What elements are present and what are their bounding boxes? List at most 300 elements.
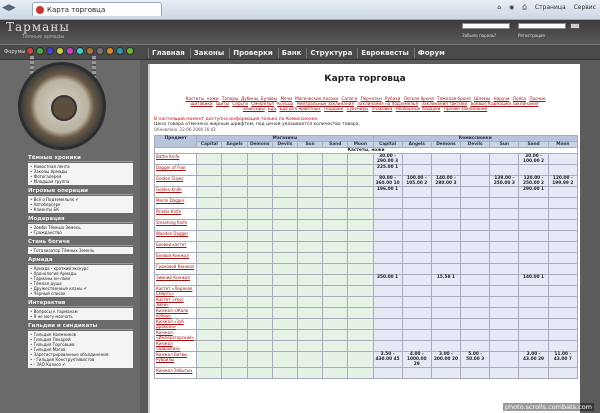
shops-group-header: Магазины: [197, 136, 373, 142]
commission-value: 120.00 - 199.99 2: [552, 176, 574, 186]
sidebar-section-title: Игровые операции: [28, 188, 133, 195]
shop-cell: [272, 319, 297, 330]
watermark: photo.scrolls.combats.com: [504, 403, 592, 411]
item-link[interactable]: Громовой Кинжал: [155, 264, 197, 275]
commission-cell: [548, 264, 577, 275]
sidebar-item[interactable]: • Тарманы он-лайн: [30, 276, 131, 281]
shop-cell: [247, 319, 272, 330]
shop-cell: [222, 352, 247, 368]
commission-cell: [461, 341, 490, 352]
shop-cell: [247, 341, 272, 352]
item-link[interactable]: Зимний Кинжал: [155, 275, 197, 286]
table-row: [155, 231, 578, 242]
sidebar-list: [28, 163, 133, 185]
shop-cell: [323, 187, 348, 198]
forums-label[interactable]: Форумы: [4, 49, 26, 55]
commission-cell: [402, 319, 431, 330]
commission-value: 15.58 1: [436, 275, 455, 280]
category-link[interactable]: Нейтральные заклинания: [296, 101, 354, 106]
sidebar-item[interactable]: • Вопросы к тарманам: [30, 309, 131, 314]
shop-cell: [348, 341, 373, 352]
commission-cell: [402, 308, 431, 319]
category-link[interactable]: Магические посохи: [295, 96, 339, 101]
commission-cell: [402, 165, 431, 176]
shop-cell: [247, 209, 272, 220]
shop-cell: [272, 187, 297, 198]
feed-icon[interactable]: ◉: [508, 4, 515, 11]
category-link[interactable]: Необорные подарки: [395, 106, 441, 111]
shop-cell: [348, 242, 373, 253]
forgot-password-link[interactable]: Забыли пароль?: [462, 33, 497, 38]
commission-cell: [402, 209, 431, 220]
commission-cell: [461, 187, 490, 198]
commission-cell: [548, 253, 577, 264]
sidebar-section-title: Тёмные хроники: [28, 155, 133, 162]
category-link[interactable]: Еда: [267, 106, 277, 111]
commission-cell: [519, 352, 548, 368]
clan-icon[interactable]: [86, 47, 94, 55]
commission-cell: [373, 297, 402, 308]
shop-cell: [297, 264, 322, 275]
sidebar-section: [28, 257, 133, 297]
category-link[interactable]: Боевые Кармашки заклинания: [470, 101, 539, 106]
shop-cell: [197, 352, 222, 368]
shop-cell: [348, 176, 373, 187]
item-link[interactable]: Кинжал «Императорский»: [155, 330, 197, 341]
commission-cell: [548, 154, 577, 165]
shop-cell: [348, 220, 373, 231]
shop-cell: [348, 209, 373, 220]
commission-cell: [373, 231, 402, 242]
commission-cell: [490, 154, 519, 165]
commission-cell: [490, 286, 519, 297]
commission-cell: [461, 253, 490, 264]
commission-cell: [373, 176, 402, 187]
back-forward-icon[interactable]: ◀▶: [2, 3, 16, 13]
nav-laws[interactable]: Законы: [190, 48, 227, 58]
sidebar-item[interactable]: • Я не могу молчать: [30, 314, 131, 319]
commission-cell: [490, 253, 519, 264]
commission-value: 196.00 1: [377, 187, 399, 192]
shop-cell: [197, 209, 222, 220]
shop-cell: [247, 253, 272, 264]
commission-cell: [373, 242, 402, 253]
category-link[interactable]: Подарки: [324, 106, 344, 111]
shop-cell: [348, 154, 373, 165]
shop-cell: [222, 220, 247, 231]
category-link[interactable]: Кастеты, ножи: [185, 96, 219, 101]
shop-cell: [247, 220, 272, 231]
shop-cell: [247, 242, 272, 253]
commission-cell: [519, 198, 548, 209]
item-link[interactable]: Кинжал «Широкий»: [155, 341, 197, 352]
shop-cell: [222, 253, 247, 264]
shop-col-header: Capital: [197, 142, 222, 148]
shop-cell: [323, 198, 348, 209]
register-link[interactable]: Регистрация: [518, 33, 545, 38]
clan-icon[interactable]: [126, 47, 134, 55]
item-link[interactable]: Кинжал Забытых: [155, 368, 197, 379]
shop-cell: [272, 286, 297, 297]
commission-cell: [431, 297, 460, 308]
commission-group-header: Комиссионки: [373, 136, 578, 142]
category-link[interactable]: Сувениры: [346, 106, 369, 111]
category-link[interactable]: Тяжелая броня: [437, 96, 471, 101]
item-link[interactable]: Кастет «Ледяная Смерть»: [155, 286, 197, 297]
category-link[interactable]: Мечи: [280, 96, 292, 101]
commission-cell: [519, 341, 548, 352]
item-link[interactable]: Pirates Knife: [155, 209, 197, 220]
sidebar-list: [28, 196, 133, 213]
category-link[interactable]: Перчатки: [360, 96, 382, 101]
table-row: [155, 275, 578, 286]
shop-cell: [297, 154, 322, 165]
category-link[interactable]: Серьги: [232, 101, 248, 106]
commission-value: 290.00 1: [522, 187, 545, 192]
commission-value: 120.00 - 250.00 2: [522, 176, 545, 186]
nav-structure[interactable]: Структура: [306, 48, 355, 58]
commission-cell: [373, 308, 402, 319]
shop-cell: [222, 176, 247, 187]
nav-forum[interactable]: Форум: [414, 48, 448, 58]
item-link[interactable]: Wooden Dagger: [155, 231, 197, 242]
sidebar-item[interactable]: • - ЗАО Колхоз ✔: [30, 362, 131, 367]
sidebar-item[interactable]: • Новостная лента: [30, 164, 131, 169]
shop-cell: [348, 319, 373, 330]
sidebar-item[interactable]: • Тотализатор Тёмных Земель: [30, 248, 131, 253]
shop-cell: [247, 308, 272, 319]
shop-cell: [222, 319, 247, 330]
sidebar-item[interactable]: • Клиенты БК: [30, 207, 131, 212]
item-link[interactable]: Кастет «Укус змеи»: [155, 297, 197, 308]
amulet-emblem-icon: [18, 62, 106, 150]
shop-cell: [323, 341, 348, 352]
item-link[interactable]: Боевой кастет: [155, 242, 197, 253]
item-link[interactable]: Battle Knife: [155, 154, 197, 165]
commission-cell: [490, 308, 519, 319]
shop-cell: [197, 176, 222, 187]
category-link[interactable]: Топоры, Дубины, Булавы: [221, 96, 278, 101]
commission-cell: [461, 198, 490, 209]
commission-cell: [548, 330, 577, 341]
category-link[interactable]: Ожерелья: [251, 101, 274, 106]
shop-cell: [247, 352, 272, 368]
shop-cell: [323, 297, 348, 308]
commission-value: 140.00 - 280.00 3: [435, 176, 457, 186]
commission-cell: [519, 264, 548, 275]
sidebar-item[interactable]: • Гражданство: [30, 230, 131, 235]
commission-cell: [490, 319, 519, 330]
item-link[interactable]: Dagger of Fear: [155, 165, 197, 176]
category-link[interactable]: Наручи: [493, 96, 510, 101]
com-col-header: Angels: [402, 142, 431, 148]
category-link[interactable]: Заклинания тактики: [421, 101, 468, 106]
sidebar-section: [28, 216, 133, 236]
site-header: [0, 20, 600, 44]
shop-cell: [323, 352, 348, 368]
shop-cell: [272, 220, 297, 231]
category-link[interactable]: Пояса: [512, 96, 526, 101]
commission-cell: [431, 154, 460, 165]
updated-timestamp: Обновлено: 22-06-2008 16:42: [154, 127, 216, 132]
sidebar-item[interactable]: • Гильдия Магов: [30, 347, 131, 352]
item-link[interactable]: Merlin Dagger: [155, 198, 197, 209]
commission-cell: [431, 187, 460, 198]
sidebar-section: [28, 323, 133, 368]
browser-tools: [491, 4, 596, 12]
commission-cell: [548, 198, 577, 209]
commission-cell: [519, 187, 548, 198]
clan-icon[interactable]: [36, 47, 44, 55]
page-menu[interactable]: Страница: [534, 4, 566, 11]
clan-icon[interactable]: [26, 47, 34, 55]
commission-cell: [431, 286, 460, 297]
login-input[interactable]: [462, 23, 510, 29]
commission-cell: [373, 286, 402, 297]
commission-cell: [519, 368, 548, 379]
shop-cell: [297, 209, 322, 220]
commission-cell: [402, 198, 431, 209]
sidebar-item[interactable]: • Младшая группа: [30, 179, 131, 184]
shop-cell: [297, 165, 322, 176]
clan-icon[interactable]: [76, 47, 84, 55]
shop-cell: [297, 231, 322, 242]
commission-value: 350.00 1: [377, 275, 399, 280]
category-link[interactable]: Легкая броня: [403, 96, 434, 101]
shop-cell: [323, 330, 348, 341]
sidebar-item[interactable]: • Гильдия Торговцев: [30, 342, 131, 347]
login-button[interactable]: [570, 23, 580, 29]
nav-euroquests[interactable]: Евроквесты: [357, 48, 412, 58]
clan-icon[interactable]: [66, 47, 74, 55]
shop-cell: [197, 220, 222, 231]
commission-cell: [373, 330, 402, 341]
sidebar-section-title: Армада: [28, 257, 133, 264]
sidebar-menu: [28, 155, 133, 371]
main-content: [148, 64, 580, 413]
nav-checks[interactable]: Проверки: [229, 48, 276, 58]
sidebar-item[interactable]: • Всё о Подземельях ✔: [30, 197, 131, 202]
clan-icon[interactable]: [96, 47, 104, 55]
commission-cell: [461, 209, 490, 220]
category-link[interactable]: Заклинания на подземелья: [357, 101, 419, 106]
shop-cell: [297, 319, 322, 330]
commission-cell: [519, 297, 548, 308]
clan-icon[interactable]: [106, 47, 114, 55]
commission-cell: [548, 308, 577, 319]
commission-cell: [402, 220, 431, 231]
notice-text-2: Цена товара отмечена жирным шрифтом, под ценой указывается количество товара.: [154, 122, 360, 127]
commission-cell: [461, 165, 490, 176]
commission-value: 3.00 - 43.00 29: [522, 352, 545, 362]
sidebar-item[interactable]: • Законы Армады: [30, 169, 131, 174]
shop-cell: [297, 187, 322, 198]
commission-cell: [519, 319, 548, 330]
shop-cell: [222, 231, 247, 242]
category-link[interactable]: Эликсиры: [242, 106, 265, 111]
commission-cell: [490, 165, 519, 176]
commission-cell: [490, 187, 519, 198]
category-link[interactable]: Щиты: [215, 101, 230, 106]
shop-cell: [272, 264, 297, 275]
shop-cell: [297, 253, 322, 264]
shop-cell: [247, 231, 272, 242]
commission-cell: [431, 165, 460, 176]
site-logo[interactable]: Тарманы: [6, 20, 70, 34]
clan-icon[interactable]: [116, 47, 124, 55]
commission-cell: [402, 297, 431, 308]
shop-cell: [197, 187, 222, 198]
commission-cell: [461, 368, 490, 379]
table-row: [155, 220, 578, 231]
commission-cell: [548, 275, 577, 286]
table-row: [155, 297, 578, 308]
shop-col-header: Sun: [297, 142, 322, 148]
print-icon[interactable]: ⎙: [522, 4, 527, 11]
table-row: [155, 165, 578, 176]
shop-cell: [222, 187, 247, 198]
table-row: [155, 154, 578, 165]
commission-cell: [461, 330, 490, 341]
sidebar-section: [28, 155, 133, 185]
item-link[interactable]: Боевой Кинжал: [155, 253, 197, 264]
shop-cell: [272, 165, 297, 176]
commission-cell: [431, 220, 460, 231]
commission-cell: [519, 308, 548, 319]
commission-cell: [490, 352, 519, 368]
shop-cell: [222, 165, 247, 176]
commission-cell: [402, 176, 431, 187]
sidebar-item[interactable]: • Хронология Армады: [30, 271, 131, 276]
shop-cell: [297, 242, 322, 253]
shop-cell: [222, 286, 247, 297]
commission-cell: [461, 264, 490, 275]
home-icon[interactable]: ⌂: [497, 4, 502, 11]
commission-cell: [402, 352, 431, 368]
sidebar-item[interactable]: • Гильдия Лекарей: [30, 337, 131, 342]
commission-value: 30.00 - 290.00 3: [377, 154, 399, 164]
tab-favicon-icon: [36, 6, 44, 14]
shop-cell: [222, 209, 247, 220]
sidebar-list: [28, 224, 133, 236]
category-link[interactable]: Кольца: [277, 101, 294, 106]
category-link[interactable]: Упаковка: [371, 106, 393, 111]
sidebar-item[interactable]: • - Гильдия Конструктивистов: [30, 357, 131, 362]
commission-cell: [548, 187, 577, 198]
browser-tab[interactable]: [32, 2, 162, 16]
category-link[interactable]: Сапоги: [341, 96, 358, 101]
shop-cell: [222, 264, 247, 275]
commission-value: 139.00 - 250.00 3: [493, 176, 515, 186]
password-input[interactable]: [518, 23, 566, 29]
item-link[interactable]: Golden Claws: [155, 176, 197, 187]
category-link[interactable]: Шлемы: [473, 96, 491, 101]
commission-cell: [431, 368, 460, 379]
shop-cell: [247, 154, 272, 165]
commission-cell: [490, 368, 519, 379]
shop-cell: [197, 330, 222, 341]
sidebar-section-title: Гильдии и синдикаты: [28, 323, 133, 330]
commission-cell: [548, 286, 577, 297]
nav-ribbon: [0, 44, 600, 60]
item-link[interactable]: Кинжал Битвы Рубрилы: [155, 352, 197, 368]
sidebar-item[interactable]: • Армада - краткий экскурс: [30, 266, 131, 271]
commission-value: 100.00 - 105.00 2: [406, 176, 428, 186]
commission-cell: [373, 352, 402, 368]
table-row: [155, 187, 578, 198]
com-col-header: Capital: [373, 142, 402, 148]
sidebar-item[interactable]: • Дружественные кланы ✔: [30, 286, 131, 291]
tools-menu[interactable]: Сервис: [573, 4, 596, 11]
table-row: [155, 253, 578, 264]
item-link[interactable]: Кинжал «Жало кобры»: [155, 308, 197, 319]
item-link[interactable]: Smashing Knife: [155, 220, 197, 231]
commission-cell: [461, 352, 490, 368]
commission-cell: [490, 297, 519, 308]
commission-cell: [431, 330, 460, 341]
shop-cell: [272, 209, 297, 220]
sidebar-item[interactable]: • Чёрный список: [30, 291, 131, 296]
table-row: [155, 242, 578, 253]
com-col-header: Sand: [519, 142, 548, 148]
shop-cell: [297, 176, 322, 187]
shop-cell: [323, 209, 348, 220]
clan-icon[interactable]: [46, 47, 54, 55]
commission-cell: [490, 231, 519, 242]
commission-cell: [431, 209, 460, 220]
com-col-header: Devils: [461, 142, 490, 148]
shop-cell: [348, 264, 373, 275]
shop-cell: [272, 242, 297, 253]
shop-cell: [222, 368, 247, 379]
com-col-header: Moon: [548, 142, 577, 148]
shop-cell: [297, 341, 322, 352]
shop-cell: [197, 341, 222, 352]
sidebar-item[interactable]: • Зомби Тёмных Земель: [30, 225, 131, 230]
shop-cell: [348, 330, 373, 341]
sidebar-item[interactable]: • Гильдия Наемников: [30, 332, 131, 337]
nav-bank[interactable]: Банк: [278, 48, 305, 58]
commission-cell: [402, 286, 431, 297]
shop-cell: [323, 242, 348, 253]
commission-cell: [373, 154, 402, 165]
shop-cell: [323, 286, 348, 297]
sidebar-item[interactable]: • Автоберсерк: [30, 202, 131, 207]
category-link[interactable]: Прочие щитовики: [190, 96, 546, 106]
commission-cell: [373, 341, 402, 352]
category-link[interactable]: Прочие заклинания: [443, 106, 488, 111]
sidebar-item[interactable]: • Тёмная душа: [30, 281, 131, 286]
category-link[interactable]: Рубахи: [385, 96, 401, 101]
commission-cell: [373, 220, 402, 231]
nav-home[interactable]: Главная: [148, 48, 188, 58]
category-link[interactable]: Еда для животных: [279, 106, 321, 111]
commission-cell: [373, 187, 402, 198]
commission-cell: [548, 368, 577, 379]
item-link[interactable]: Golden Knife: [155, 187, 197, 198]
shop-cell: [348, 231, 373, 242]
sidebar-item[interactable]: • Зарегистрированные объединения:: [30, 352, 131, 357]
commission-cell: [548, 297, 577, 308]
commission-cell: [373, 319, 402, 330]
commission-cell: [548, 242, 577, 253]
shop-cell: [222, 198, 247, 209]
clan-icon[interactable]: [56, 47, 64, 55]
item-link[interactable]: Кинжал «Зуб дракона»: [155, 319, 197, 330]
commission-cell: [519, 165, 548, 176]
sidebar-item[interactable]: • Фотогалерея: [30, 174, 131, 179]
table-row: [155, 368, 578, 379]
